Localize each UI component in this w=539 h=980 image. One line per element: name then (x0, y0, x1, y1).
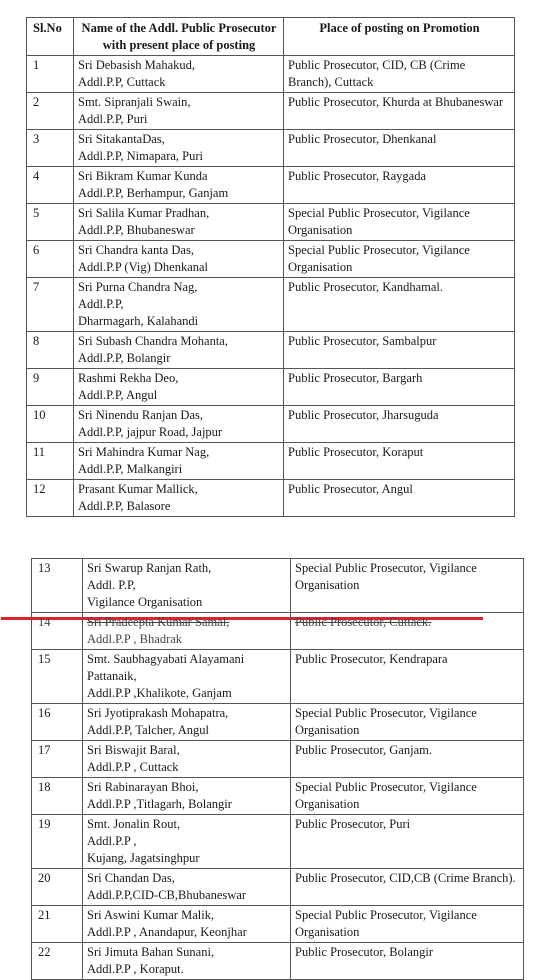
promotion-posting-cell: Public Prosecutor, Sambalpur (284, 332, 515, 369)
prosecutor-name-cell: Sri Aswini Kumar Malik, Addl.P.P , Anandapur, Keonjhar (83, 906, 291, 943)
promotion-posting-cell: Public Prosecutor, Puri (291, 815, 524, 869)
table-row (27, 369, 515, 406)
promotion-posting-cell: Special Public Prosecutor, Vigilance Organisation (291, 559, 524, 613)
table-row (27, 56, 515, 93)
row-serial-number: 22 (32, 943, 83, 980)
prosecutor-name-cell: Sri Debasish Mahakud, Addl.P.P, Cuttack (74, 56, 284, 93)
row-serial-number: 11 (27, 443, 74, 480)
row-serial-number: 13 (32, 559, 83, 613)
prosecutor-name-cell: Sri Purna Chandra Nag, Addl.P.P, Dharmagarh, Kalahandi (74, 278, 284, 332)
promotion-posting-cell: Public Prosecutor, Kendrapara (291, 650, 524, 704)
promotion-posting-cell: Public Prosecutor, Khurda at Bhubaneswar (284, 93, 515, 130)
prosecutor-name-cell: Sri Ninendu Ranjan Das, Addl.P.P, jajpur Road, Jajpur (74, 406, 284, 443)
promotion-posting-cell: Public Prosecutor, CID, CB (Crime Branch), Cuttack (284, 56, 515, 93)
row-serial-number: 12 (27, 480, 74, 517)
promotion-posting-cell: Public Prosecutor, Jharsuguda (284, 406, 515, 443)
promotion-posting-cell: Public Prosecutor, Dhenkanal (284, 130, 515, 167)
table-row (27, 167, 515, 204)
row-serial-number: 5 (27, 204, 74, 241)
row-serial-number: 10 (27, 406, 74, 443)
table-row (32, 778, 524, 815)
promotion-posting-cell: Special Public Prosecutor, Vigilance Organisation (284, 204, 515, 241)
row-serial-number: 8 (27, 332, 74, 369)
row-serial-number: 14 (32, 613, 83, 650)
promotion-posting-cell: Public Prosecutor, Angul (284, 480, 515, 517)
promotion-posting-cell: Special Public Prosecutor, Vigilance Organisation (291, 704, 524, 741)
prosecutor-name-cell: Sri Jimuta Bahan Sunani, Addl.P.P , Koraput. (83, 943, 291, 980)
table-row (27, 241, 515, 278)
row-serial-number: 15 (32, 650, 83, 704)
prosecutor-name-cell: Smt. Saubhagyabati Alayamani Pattanaik, Addl.P.P ,Khalikote, Ganjam (83, 650, 291, 704)
table-row (27, 332, 515, 369)
promotion-posting-cell: Public Prosecutor, CID,CB (Crime Branch). (291, 869, 524, 906)
row-serial-number: 1 (27, 56, 74, 93)
prosecutor-name-cell: Sri Chandra kanta Das, Addl.P.P (Vig) Dhenkanal (74, 241, 284, 278)
prosecutor-name-cell: Sri Biswajit Baral, Addl.P.P , Cuttack (83, 741, 291, 778)
prosecutor-name-cell: Prasant Kumar Mallick, Addl.P.P, Balasore (74, 480, 284, 517)
prosecutor-name-cell: Smt. Sipranjali Swain, Addl.P.P, Puri (74, 93, 284, 130)
header-slno: Sl.No (27, 18, 74, 56)
promotion-table-part-2 (31, 558, 524, 980)
promotion-posting-cell: Public Prosecutor, Ganjam. (291, 741, 524, 778)
prosecutor-name-cell (83, 613, 291, 650)
row-serial-number: 9 (27, 369, 74, 406)
row-serial-number: 18 (32, 778, 83, 815)
prosecutor-name-cell: Smt. Jonalin Rout, Addl.P.P , Kujang, Jagatsinghpur (83, 815, 291, 869)
promotion-posting-cell: Public Prosecutor, Koraput (284, 443, 515, 480)
table-row (32, 906, 524, 943)
prosecutor-name-cell: Sri Chandan Das, Addl.P.P,CID-CB,Bhubaneswar (83, 869, 291, 906)
struck-name-line: Sri Pradeepta Kumar Samal, (87, 615, 230, 629)
promotion-posting-cell: Special Public Prosecutor, Vigilance Organisation (291, 778, 524, 815)
prosecutor-name-cell: Sri Bikram Kumar Kunda Addl.P.P, Berhampur, Ganjam (74, 167, 284, 204)
table-row (27, 278, 515, 332)
row-serial-number: 16 (32, 704, 83, 741)
table-row (32, 943, 524, 980)
prosecutor-name-cell: Sri Rabinarayan Bhoi, Addl.P.P ,Titlagarh, Bolangir (83, 778, 291, 815)
row-serial-number: 3 (27, 130, 74, 167)
table-row (27, 204, 515, 241)
prosecutor-name-cell: Sri Subash Chandra Mohanta, Addl.P.P, Bolangir (74, 332, 284, 369)
promotion-posting-cell: Special Public Prosecutor, Vigilance Organisation (291, 906, 524, 943)
prosecutor-name-cell: Sri Swarup Ranjan Rath, Addl. P.P, Vigilance Organisation (83, 559, 291, 613)
promotion-table-part-1 (26, 17, 515, 517)
row-serial-number: 17 (32, 741, 83, 778)
table-row (32, 741, 524, 778)
row-serial-number: 19 (32, 815, 83, 869)
promotion-posting-cell: Public Prosecutor, Raygada (284, 167, 515, 204)
prosecutor-name-cell: Sri Jyotiprakash Mohapatra, Addl.P.P, Talcher, Angul (83, 704, 291, 741)
table-row (32, 704, 524, 741)
promotion-posting-cell: Public Prosecutor, Bargarh (284, 369, 515, 406)
prosecutor-name-cell: Rashmi Rekha Deo, Addl.P.P, Angul (74, 369, 284, 406)
promotion-posting-cell: Public Prosecutor, Cuttack. (291, 613, 524, 650)
prosecutor-name-cell: Sri Mahindra Kumar Nag, Addl.P.P, Malkangiri (74, 443, 284, 480)
table-row (27, 443, 515, 480)
promotion-posting-cell: Public Prosecutor, Kandhamal. (284, 278, 515, 332)
row-serial-number: 6 (27, 241, 74, 278)
row-serial-number: 21 (32, 906, 83, 943)
table-row (32, 650, 524, 704)
row-serial-number: 7 (27, 278, 74, 332)
table-row (27, 480, 515, 517)
prosecutor-name-cell: Sri Salila Kumar Pradhan, Addl.P.P, Bhubaneswar (74, 204, 284, 241)
header-name: Name of the Addl. Public Prosecutor with present place of posting (74, 18, 284, 56)
table-row (32, 559, 524, 613)
header-place: Place of posting on Promotion (284, 18, 515, 56)
table-row (32, 815, 524, 869)
promotion-posting-cell: Public Prosecutor, Bolangir (291, 943, 524, 980)
row-serial-number: 20 (32, 869, 83, 906)
table-row (32, 869, 524, 906)
row-serial-number: 4 (27, 167, 74, 204)
promotion-posting-cell: Special Public Prosecutor, Vigilance Organisation (284, 241, 515, 278)
table-row (32, 613, 524, 650)
present-posting: Addl.P.P , Bhadrak (87, 632, 183, 646)
table-header-row (27, 18, 515, 56)
prosecutor-name-cell: Sri SitakantaDas, Addl.P.P, Nimapara, Puri (74, 130, 284, 167)
table-row (27, 130, 515, 167)
table-row (27, 406, 515, 443)
table-row (27, 93, 515, 130)
row-serial-number: 2 (27, 93, 74, 130)
